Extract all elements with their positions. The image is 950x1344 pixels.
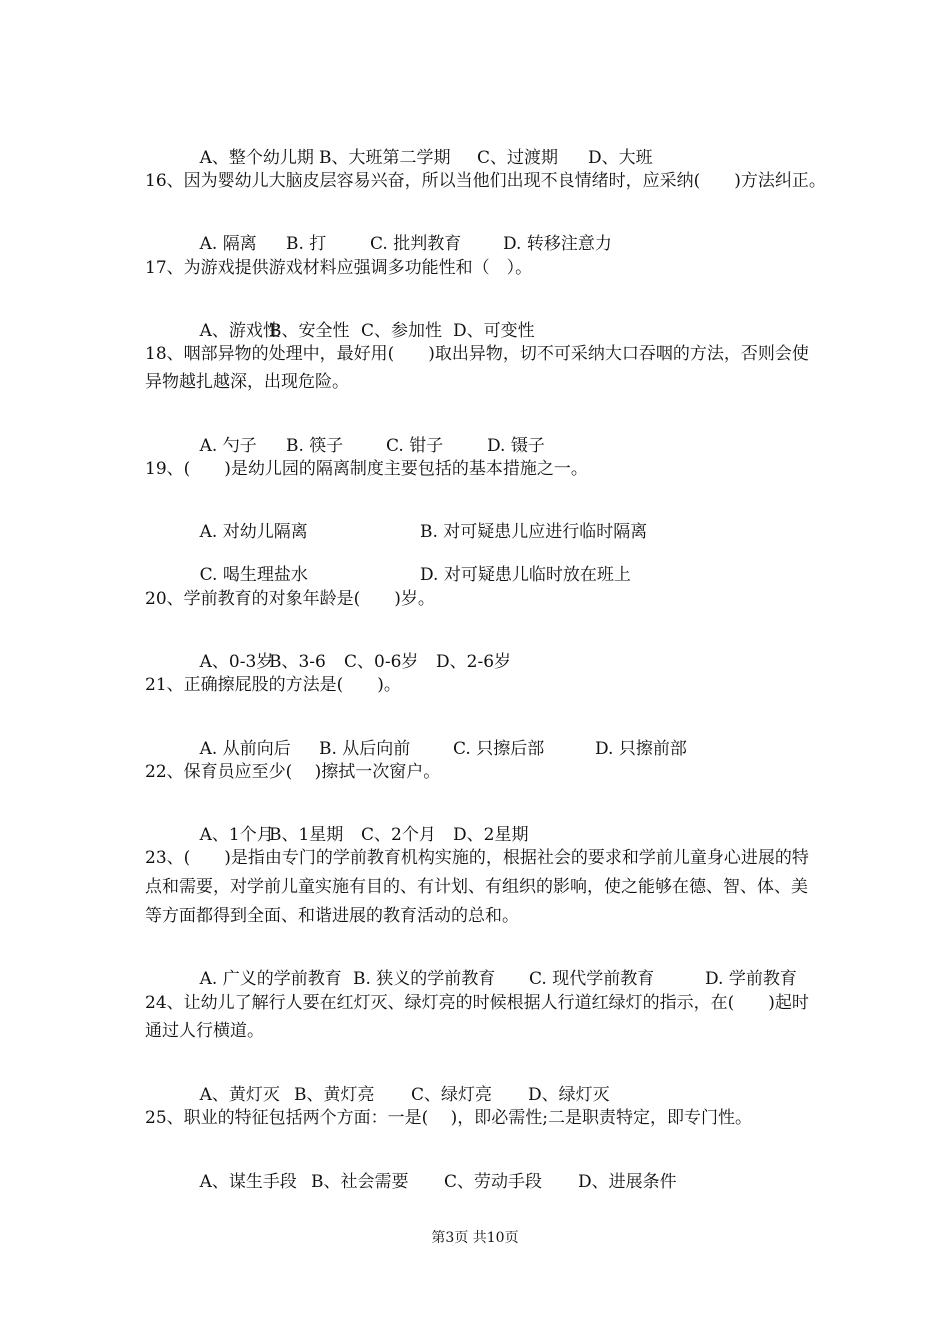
- option: C. 钳子: [386, 436, 444, 456]
- option: C. 只擦后部: [453, 739, 545, 759]
- question-24-text: 24、让幼儿了解行人要在红灯灭、绿灯亮的时候根据人行道红绿灯的指示，在( )起时: [145, 993, 809, 1013]
- option: C、过渡期: [477, 148, 559, 168]
- question-16-text: 16、因为婴幼儿大脑皮层容易兴奋，所以当他们出现不良情绪时，应采纳( )方法纠正。: [145, 171, 826, 191]
- question-24-text-cont: 通过人行横道。: [145, 1021, 264, 1041]
- option: C、劳动手段: [444, 1172, 543, 1192]
- option: A. 广义的学前教育: [199, 969, 342, 989]
- option: A、黄灯灭: [199, 1085, 280, 1105]
- option: D、2星期: [453, 825, 529, 845]
- question-23-text-cont: 等方面都得到全面、和谐进展的教育活动的总和。: [145, 906, 519, 926]
- option: A. 勺子: [199, 436, 257, 456]
- page-number-footer: 第3页 共10页: [431, 1230, 519, 1246]
- option: B、黄灯亮: [294, 1085, 375, 1105]
- option: D、大班: [588, 148, 653, 168]
- option: A、1个月: [199, 825, 274, 845]
- option: D. 转移注意力: [503, 234, 612, 254]
- option: A、谋生手段: [199, 1172, 297, 1192]
- option: C. 现代学前教育: [529, 969, 655, 989]
- option: B. 筷子: [286, 436, 344, 456]
- question-21-text: 21、正确擦屁股的方法是( )。: [145, 675, 401, 695]
- question-20-text: 20、学前教育的对象年龄是( )岁。: [145, 589, 435, 609]
- option: B. 狭义的学前教育: [353, 969, 496, 989]
- option: B、社会需要: [311, 1172, 409, 1192]
- option: B. 对可疑患儿应进行临时隔离: [420, 522, 648, 542]
- question-25-text: 25、职业的特征包括两个方面：一是( )，即必需性;二是职责特定，即专门性。: [145, 1108, 753, 1128]
- question-18-text: 18、咽部异物的处理中，最好用( )取出异物，切不可采纳大口吞咽的方法，否则会使: [145, 344, 809, 364]
- option: D、2-6岁: [436, 652, 512, 672]
- option: A. 对幼儿隔离: [199, 522, 308, 542]
- option: B. 打: [286, 234, 327, 254]
- option: B、大班第二学期: [319, 148, 451, 168]
- option: C、参加性: [361, 321, 443, 341]
- option: D、可变性: [453, 321, 535, 341]
- option: C、2个月: [361, 825, 436, 845]
- option: C. 喝生理盐水: [199, 565, 308, 585]
- question-19-text: 19、( )是幼儿园的隔离制度主要包括的基本措施之一。: [145, 459, 588, 479]
- option: C、绿灯亮: [411, 1085, 493, 1105]
- option: C、0-6岁: [344, 652, 419, 672]
- question-23-text: 23、( )是指由专门的学前教育机构实施的，根据社会的要求和学前儿童身心进展的特: [145, 848, 809, 868]
- option: A、整个幼儿期: [199, 148, 314, 168]
- option: A. 隔离: [199, 234, 257, 254]
- question-18-text-cont: 异物越扎越深，出现危险。: [145, 372, 349, 392]
- option: B. 从后向前: [319, 739, 411, 759]
- options-row: [178, 1152, 677, 1212]
- option: D. 学前教育: [705, 969, 797, 989]
- option: D. 对可疑患儿临时放在班上: [420, 565, 631, 585]
- option: B、1星期: [269, 825, 344, 845]
- option: A、0-3岁: [199, 652, 274, 672]
- question-17-text: 17、为游戏提供游戏材料应强调多功能性和（ ）。: [145, 258, 533, 278]
- question-22-text: 22、保育员应至少( )擦拭一次窗户。: [145, 762, 441, 782]
- option: B、安全性: [269, 321, 350, 341]
- option: A、游戏性: [199, 321, 280, 341]
- option: D. 只擦前部: [595, 739, 687, 759]
- option: C. 批判教育: [370, 234, 462, 254]
- option: B、3-6: [269, 652, 326, 672]
- option: A. 从前向后: [199, 739, 291, 759]
- question-23-text-cont: 点和需要，对学前儿童实施有目的、有计划、有组织的影响，使之能够在德、智、体、美: [145, 877, 808, 897]
- option: D. 镊子: [487, 436, 545, 456]
- option: D、绿灯灭: [528, 1085, 610, 1105]
- option: D、进展条件: [578, 1172, 677, 1192]
